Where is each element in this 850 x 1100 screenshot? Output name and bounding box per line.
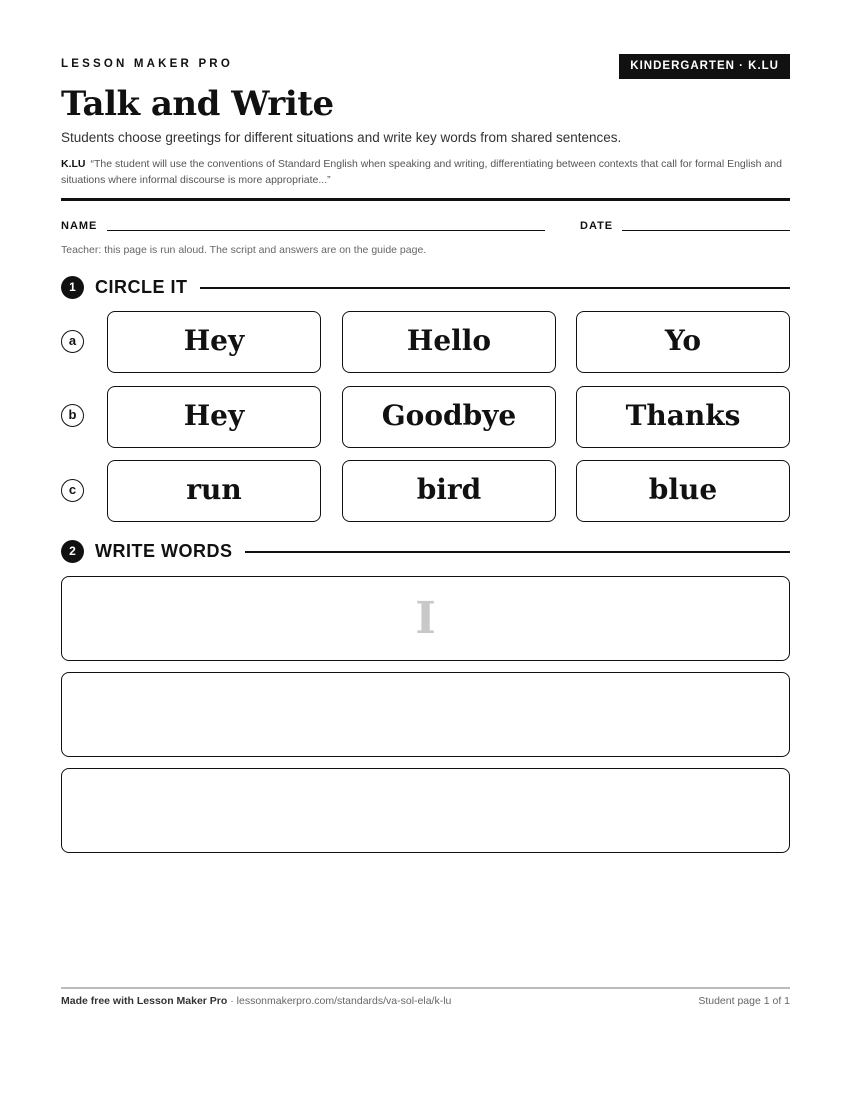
section-circle-it-header [61,275,790,299]
writing-box[interactable] [61,672,790,757]
teacher-note: Teacher: this page is run aloud. The script and answers are on the guide page. [61,244,427,256]
option-card[interactable]: bird [342,460,556,522]
footer-url[interactable]: · lessonmakerpro.com/standards/va-sol-ela/k-lu [227,995,452,1007]
date-label: DATE [580,220,614,232]
option-card[interactable]: Hey [107,386,321,448]
section-title: CIRCLE IT [95,275,200,299]
worksheet-page [61,0,790,1100]
writing-box[interactable] [61,768,790,853]
footer-credit [61,995,451,1007]
writing-box[interactable] [61,576,790,661]
standard-description [61,156,790,188]
name-field-line[interactable] [107,230,545,231]
section-number-badge: 1 [61,276,84,299]
option-card[interactable]: Hello [342,311,556,373]
row-letter-a: a [61,330,84,353]
trace-guide-letter: I [415,593,436,644]
standard-code: K.LU [61,158,86,170]
option-card[interactable]: Yo [576,311,790,373]
option-card[interactable]: Thanks [576,386,790,448]
footer-made-with: Made free with Lesson Maker Pro [61,995,228,1007]
page-title: Talk and Write [61,84,334,124]
grade-badge: KINDERGARTEN · K.LU [619,54,790,79]
option-card[interactable]: Goodbye [342,386,556,448]
section-title: WRITE WORDS [95,539,245,563]
footer-page-number: Student page 1 of 1 [698,995,790,1007]
brand-name: LESSON MAKER PRO [61,58,233,70]
option-card[interactable]: Hey [107,311,321,373]
option-card[interactable]: run [107,460,321,522]
date-field-line[interactable] [622,230,790,231]
section-number-badge: 2 [61,540,84,563]
page-subtitle: Students choose greetings for different situations and write key words from shared sentences. [61,130,622,145]
section-write-words-header [61,539,790,563]
row-letter-c: c [61,479,84,502]
option-card[interactable]: blue [576,460,790,522]
footer-divider [61,987,790,989]
header-divider [61,198,790,201]
standard-text: “The student will use the conventions of Standard English when speaking and writing, differentiating between contexts that call for formal English and situations where informal discourse is more appropriate...” [61,158,782,186]
name-label: NAME [61,220,98,232]
row-letter-b: b [61,404,84,427]
